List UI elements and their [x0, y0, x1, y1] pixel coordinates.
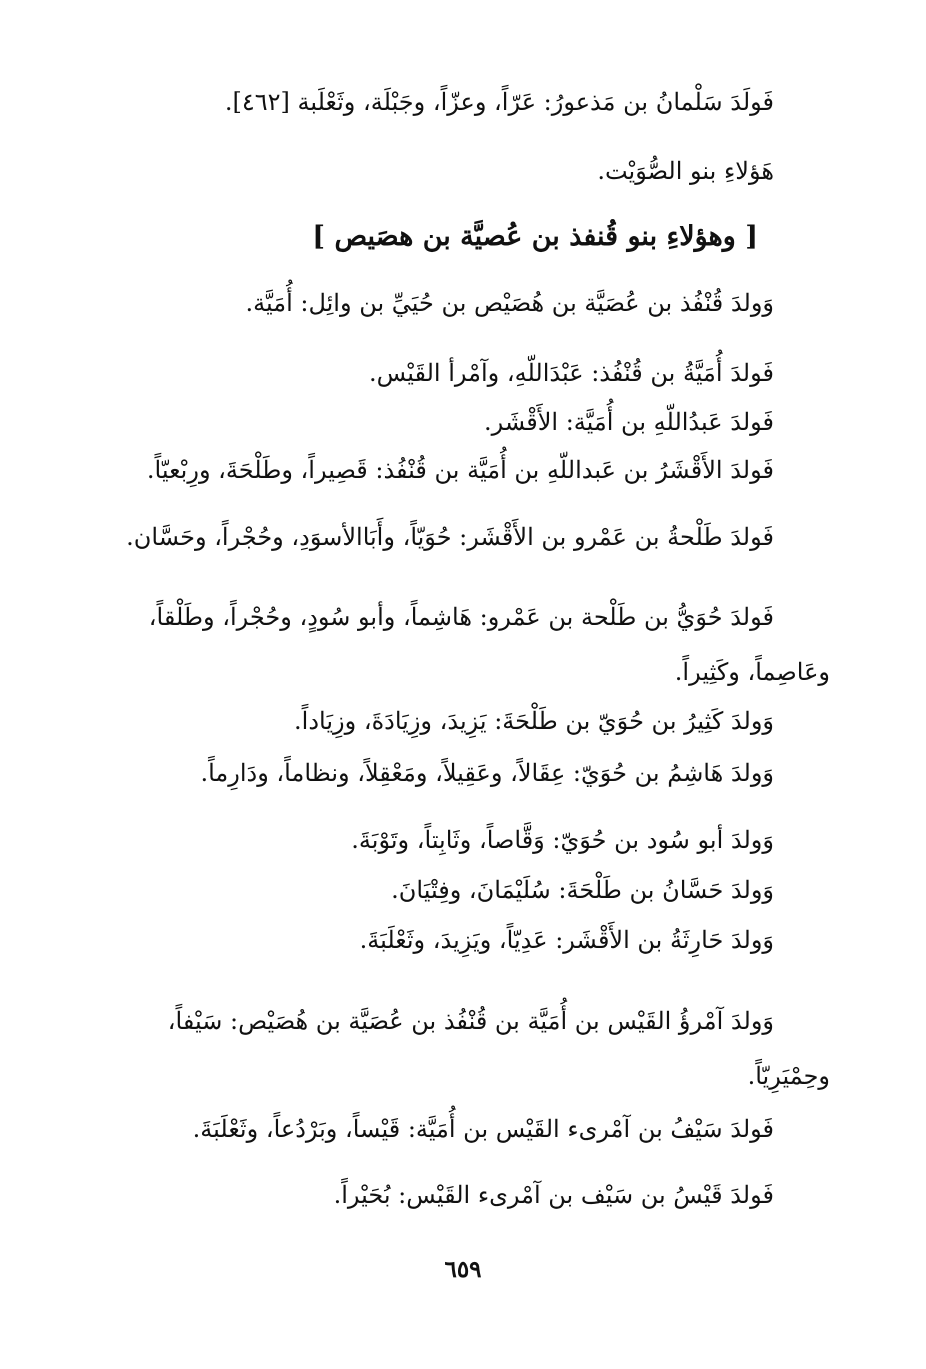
text-line: فَولدَ قَيْسُ بن سَيْف بن آمْرىء القَيْس: بُحَيْراً. — [333, 1181, 774, 1209]
section-heading: [ وهؤلاءِ بنو قُنفذ بن عُصيَّة بن هصَيص ] — [312, 221, 758, 252]
text-line: وَولدَ حَارِثَةُ بن الأَقْشَر: عَدِيّاً، ويَزِيدَ، وثَعْلَبَةَ. — [359, 926, 774, 954]
text-line: وَولدَ حَسَّانُ بن طَلْحَةَ: سُلَيْمَانَ، وفِتْيَانَ. — [391, 876, 774, 904]
text-line: فَولدَ عَبدُاللّهِ بن أُمَيَّة: الأَقْشَر. — [483, 408, 774, 436]
text-line: وَولدَ آمْرؤُ القَيْس بن أُمَيَّة بن قُنْفُذ بن عُصَيَّة بن هُصَيْص: سَيْفاً، وحِمْيَرِيّاً. — [167, 1007, 830, 1090]
text-line: وَولدَ أبو سُود بن حُوَيّ: وَقَّاصاً، وثَابِتاً، وتَوْبَةَ. — [351, 826, 774, 854]
text-line: فَولدَ أُمَيَّةُ بن قُنْفُذ: عَبْدَاللّهِ، وآمْرأ القَيْس. — [369, 359, 774, 387]
text-line: فَولَدَ سَلْمانُ بن مَذعورُ: عَرّاً، وعزّاً، وجَبْلَة، وثَعْلَبة [٤٦٢]. — [224, 88, 774, 116]
text-line: هَؤلاءِ بنو الصُّوَيْت. — [597, 157, 774, 185]
text-line: وَولدَ كَثِيرُ بن حُوَيّ بن طَلْحَةَ: يَزِيدَ، وزِيَادَةَ، وزِيَاداً. — [294, 707, 774, 735]
text-line: وَولدَ هَاشِمُ بن حُوَيّ: عِقَالاً، وعَقِيلاً، ومَعْقِلاً، ونظاماً، ودَارِماً. — [200, 759, 774, 787]
text-line: فَولدَ الأَقْشَرُ بن عَبداللّهِ بن أُمَيَّة بن قُنْفُذ: قَصِيراً، وطَلْحَةَ، ورِبْعيّاً. — [146, 456, 774, 484]
text-line: وَولدَ قُنْفُذ بن عُصَيَّة بن هُصَيْص بن حُيَيِّ بن وائِل: أُمَيَّة. — [245, 289, 774, 317]
text-line: فَولدَ سَيْفُ بن آمْرىء القَيْس بن أُمَيَّة: قَيْساً، وبَرْدُعاً، وثَعْلَبَةَ. — [192, 1115, 774, 1143]
text-line: فَولدَ طَلْحةُ بن عَمْرو بن الأَقْشَر: حُوَيّاً، وأَبَاالأسوَدِ، وحُجْراً، وحَسَّان. — [126, 523, 774, 551]
text-line: فَولدَ حُوَيُّ بن طَلْحة بن عَمْرو: هَاشِماً، وأبو سُودٍ، وحُجْراً، وطَلْقاً، وعَاصِماً، وكَثِيراً. — [148, 603, 830, 686]
page-number: ٦٥٩ — [444, 1256, 482, 1283]
